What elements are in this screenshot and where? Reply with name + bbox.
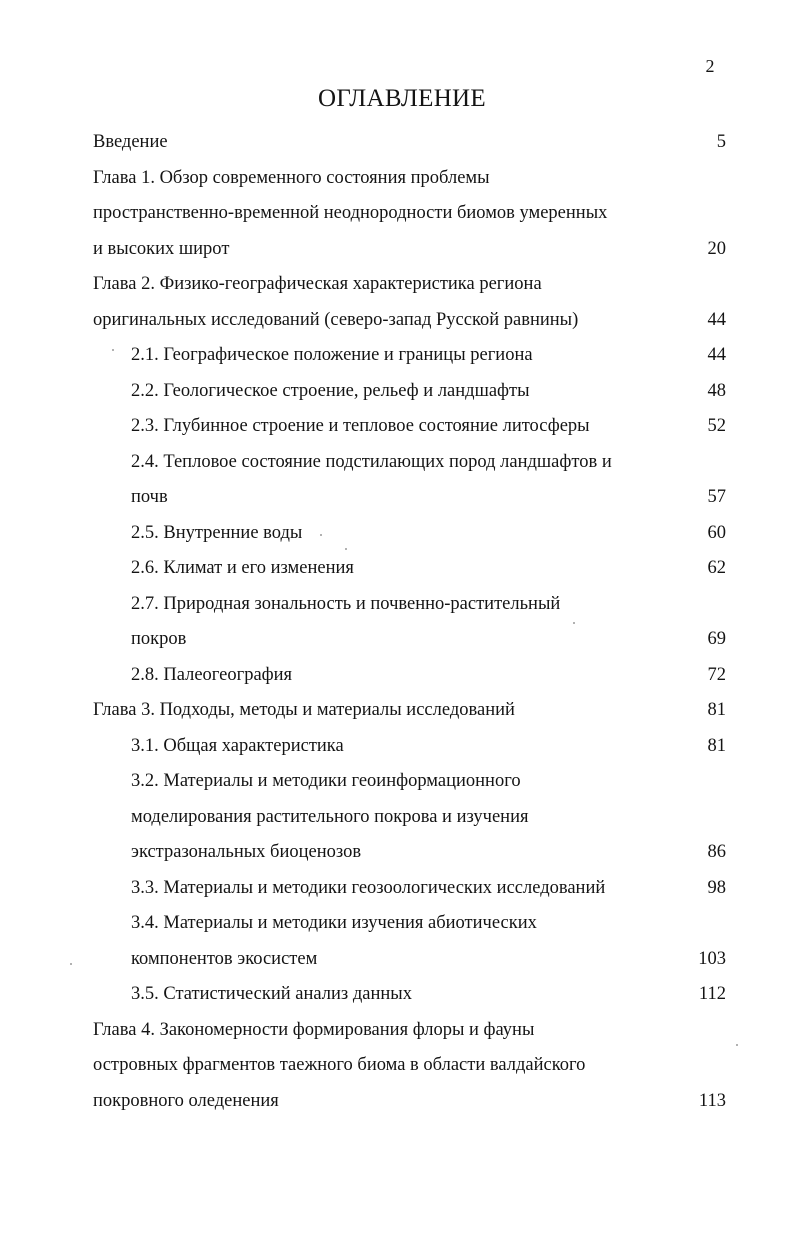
toc-entry-text: 2.3. Глубинное строение и тепловое состояние литосферы (131, 416, 590, 436)
toc-entry-section-3-4-end (0, 942, 796, 977)
toc-entry-page: 60 (707, 522, 726, 543)
toc-entry-section-2-6 (0, 551, 796, 586)
toc-entry-text: 2.8. Палеогеография (131, 664, 293, 685)
toc-entry-text: 3.2. Материалы и методики геоинформационного (131, 771, 521, 791)
toc-entry-chapter-4 (0, 1013, 796, 1048)
toc-entry-chapter-4-end (0, 1084, 796, 1119)
toc-entry-text: компонентов экосистем (131, 948, 318, 969)
toc-entry-page: 86 (707, 842, 726, 862)
toc-entry-section-2-4 (0, 445, 796, 480)
toc-entry-section-3-5 (0, 977, 796, 1012)
toc-entry-text: покровного оледенения (93, 1090, 279, 1111)
toc-entry-text: островных фрагментов таежного биома в области валдайского (93, 1055, 586, 1075)
toc-entry-page: 44 (707, 309, 726, 330)
toc-entry-page: 113 (698, 1090, 726, 1111)
toc-entry-page: 81 (707, 735, 726, 756)
toc-entry-text: моделирования растительного покрова и изучения (131, 806, 529, 827)
toc-entry-chapter-2 (0, 267, 796, 302)
toc-entry-page: 57 (707, 487, 726, 507)
toc-entry-chapter-1 (0, 161, 796, 196)
page-title: ОГЛАВЛЕНИЕ (318, 85, 486, 112)
toc-entry-section-3-1 (0, 729, 796, 764)
toc-entry-text: почв (131, 487, 168, 507)
toc-entry-text: покров (131, 629, 187, 649)
toc-entry-chapter-1-cont (0, 196, 796, 231)
toc-entry-page: 20 (707, 238, 726, 259)
toc-entry-page: 5 (716, 132, 726, 152)
toc-entry-section-2-4-end (0, 480, 796, 515)
page-number: 2 (705, 56, 715, 76)
toc-entry-text: Глава 1. Обзор современного состояния проблемы (93, 167, 490, 188)
toc-entry-page: 52 (707, 416, 726, 436)
toc-entry-text: пространственно-временной неоднородности биомов умеренных (93, 203, 608, 223)
toc-entry-text: Введение (93, 132, 168, 152)
scan-speck (573, 622, 575, 624)
toc-entry-section-2-8 (0, 658, 796, 693)
toc-entry-text: 2.5. Внутренние воды (131, 522, 303, 543)
toc-entry-page: 112 (698, 984, 726, 1004)
toc-entry-text: 3.5. Статистический анализ данных (131, 984, 412, 1004)
toc-entry-text: Глава 3. Подходы, методы и материалы исследований (93, 700, 515, 720)
toc-entry-text: 3.3. Материалы и методики геозоологических исследований (131, 877, 606, 898)
toc-entry-section-3-2-cont (0, 800, 796, 835)
toc-entry-page: 103 (698, 948, 726, 969)
toc-entry-section-2-1 (0, 338, 796, 373)
toc-entry-page: 98 (707, 877, 726, 898)
toc-entry-chapter-3 (0, 693, 796, 728)
toc-entry-page: 69 (707, 629, 726, 649)
scan-speck (70, 963, 72, 965)
toc-entry-text: 2.2. Геологическое строение, рельеф и ландшафты (131, 380, 530, 401)
toc-entry-section-2-7 (0, 587, 796, 622)
toc-entry-text: оригинальных исследований (северо-запад Русской равнины) (93, 309, 579, 330)
toc-entry-section-3-4 (0, 906, 796, 941)
toc-entry-text: 2.1. Географическое положение и границы региона (131, 345, 533, 365)
scan-speck (320, 534, 322, 536)
toc-entry-text: 2.4. Тепловое состояние подстилающих пород ландшафтов и (131, 451, 612, 472)
toc-entry-section-2-7-end (0, 622, 796, 657)
toc-entry-section-3-2-end (0, 835, 796, 870)
toc-entry-text: 3.4. Материалы и методики изучения абиотических (131, 913, 537, 933)
scan-speck (112, 349, 114, 351)
toc-entry-section-2-3 (0, 409, 796, 444)
scan-speck (736, 1044, 738, 1046)
toc-entry-text: и высоких широт (93, 238, 230, 259)
toc-entry-text: 2.7. Природная зональность и почвенно-растительный (131, 593, 561, 614)
toc-entry-text: 3.1. Общая характеристика (131, 735, 344, 756)
toc-entry-introduction (0, 125, 796, 160)
toc-entry-page: 72 (707, 664, 726, 685)
toc-entry-chapter-2-end (0, 303, 796, 338)
toc-entry-chapter-4-cont (0, 1048, 796, 1083)
toc-entry-page: 62 (707, 558, 726, 578)
toc-entry-text: экстразональных биоценозов (131, 842, 362, 862)
toc-entry-section-3-2 (0, 764, 796, 799)
toc-entry-section-2-5 (0, 516, 796, 551)
toc-entry-text: 2.6. Климат и его изменения (131, 558, 354, 578)
toc-entry-page: 81 (707, 700, 726, 720)
toc-entry-section-3-3 (0, 871, 796, 906)
toc-entry-page: 44 (707, 345, 726, 365)
toc-entry-section-2-2 (0, 374, 796, 409)
toc-entry-text: Глава 2. Физико-географическая характеристика региона (93, 274, 542, 294)
toc-entry-page: 48 (707, 380, 726, 401)
toc-entry-text: Глава 4. Закономерности формирования флоры и фауны (93, 1019, 535, 1040)
toc-entry-chapter-1-end (0, 232, 796, 267)
scan-speck (345, 548, 347, 550)
